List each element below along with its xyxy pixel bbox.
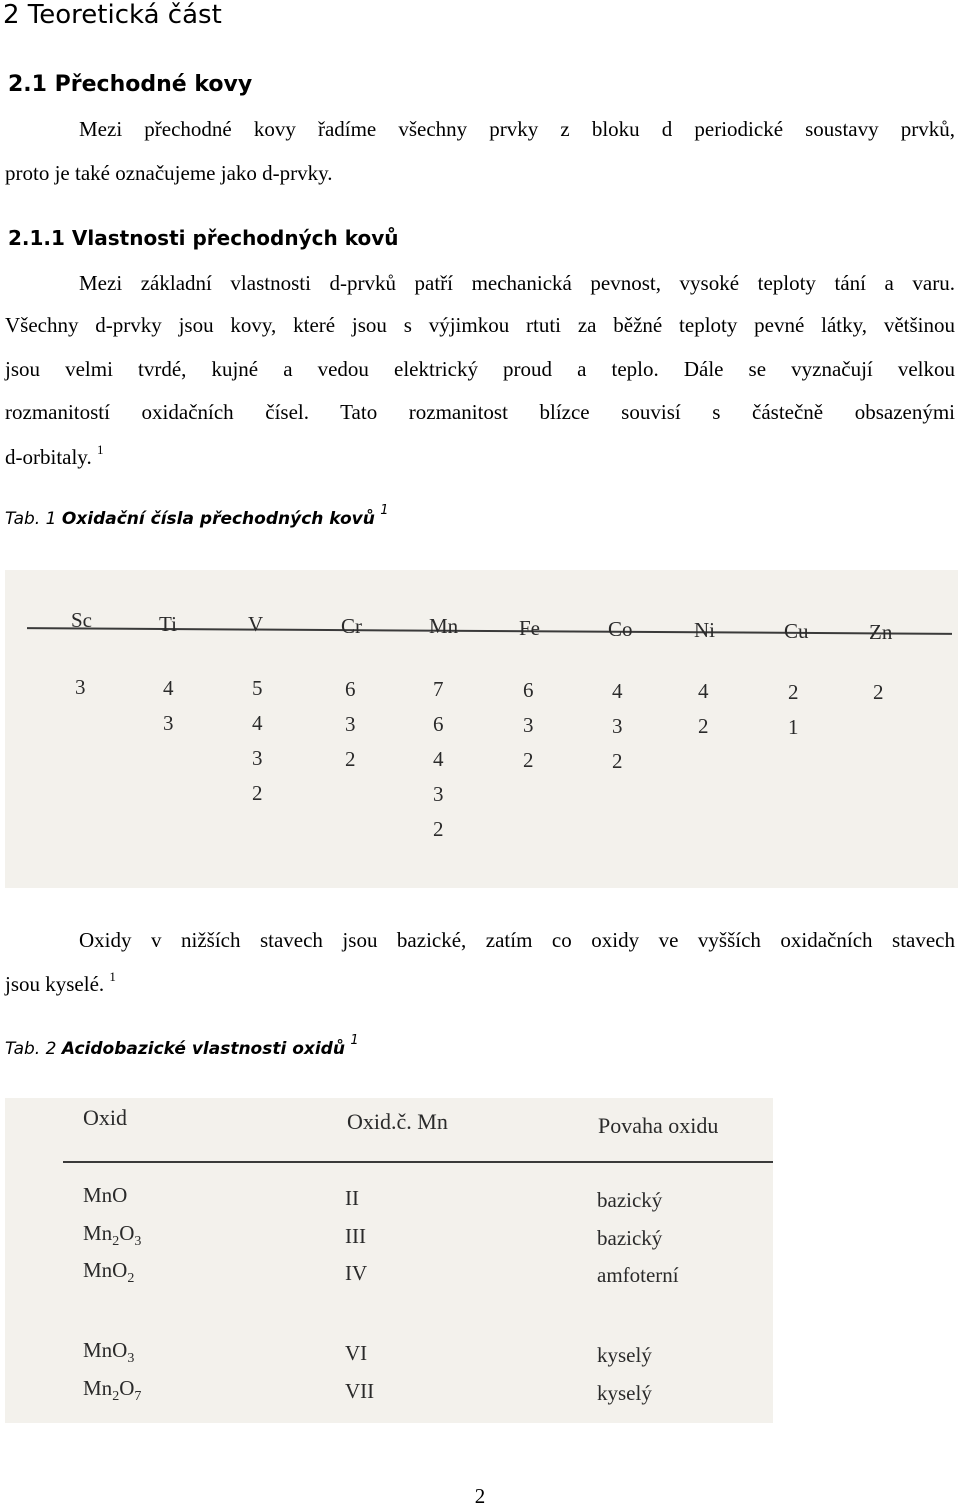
intro-line-2: proto je také označujeme jako d-prvky.	[5, 161, 333, 185]
table1-header-mn: Mn	[429, 614, 459, 638]
table1-cell: 2	[873, 680, 884, 705]
table2-oxide	[83, 1376, 141, 1405]
table1-cell: 6	[345, 676, 356, 701]
table1-cell: 3	[345, 711, 356, 736]
table2-oxidation-number: II	[345, 1186, 359, 1210]
table2-oxide	[83, 1183, 127, 1208]
properties-line-5-text: d-orbitaly.	[5, 445, 92, 469]
table1-cell: 2	[433, 817, 444, 842]
table1-header-zn: Zn	[869, 620, 893, 644]
subsubsection-heading: 2.1.1 Vlastnosti přechodných kovů	[8, 226, 399, 250]
table2-oxide	[83, 1258, 134, 1287]
table1-cell: 3	[252, 746, 263, 771]
subsection-heading: 2.1 Přechodné kovy	[8, 72, 253, 97]
oxide-formula-base: Mn	[83, 1376, 113, 1400]
table1-cell: 5	[252, 676, 263, 701]
intro-line-1: Mezi přechodné kovy řadíme všechny prvky z bloku d periodické soustavy prvků,	[79, 117, 955, 141]
oxide-formula-base: MnO	[83, 1338, 128, 1362]
oxide-subscript: 3	[127, 1351, 135, 1367]
table2-oxidation-number: VI	[345, 1341, 368, 1365]
table1-cell: 4	[252, 711, 263, 736]
table2-oxide	[83, 1221, 141, 1250]
table1-cell: 2	[345, 746, 356, 771]
table2-caption-title: Acidobazické vlastnosti oxidů	[61, 1039, 345, 1059]
table1-cell: 3	[612, 713, 623, 738]
table1-cell: 2	[523, 748, 534, 772]
table1-cell: 7	[433, 677, 444, 702]
table2-header-ox-number: Oxid.č. Mn	[347, 1109, 448, 1134]
table2-oxidation-number: IV	[345, 1261, 368, 1285]
oxide-subscript: 2	[127, 1271, 135, 1287]
table1-caption-title: Oxidační čísla přechodných kovů	[61, 509, 375, 529]
properties-line-1: Mezi základní vlastnosti d-prvků patří mechanická pevnost, vysoké teploty tání a varu.	[79, 271, 955, 295]
table1-caption-ref: 1	[380, 503, 389, 518]
table2-oxidation-number: VII	[345, 1379, 375, 1403]
table1-cell: 3	[433, 782, 444, 807]
oxides-line-2-text: jsou kyselé.	[5, 972, 105, 996]
table2-caption-prefix: Tab. 2	[5, 1039, 57, 1059]
table1-cell: 6	[523, 678, 534, 702]
table1-header-fe: Fe	[519, 616, 540, 640]
table1-cell: 6	[433, 712, 444, 737]
properties-line-3: jsou velmi tvrdé, kujné a vedou elektrický proud a teplo. Dále se vyznačují velkou	[5, 357, 955, 381]
table1-cell: 3	[523, 713, 534, 737]
table1-cell: 2	[252, 781, 263, 806]
table1-cell: 3	[75, 675, 86, 699]
properties-line-5	[5, 442, 104, 470]
oxides-line-2	[5, 969, 116, 997]
table2-scan	[5, 1098, 773, 1423]
properties-line-2: Všechny d-prvky jsou kovy, které jsou s výjimkou rtuti za běžné teploty pevné látky, většinou	[5, 313, 955, 337]
table1-header-sc: Sc	[71, 608, 92, 632]
citation-ref: 1	[96, 442, 104, 457]
table2-oxide	[83, 1338, 134, 1367]
table1-caption-prefix: Tab. 1	[5, 509, 57, 529]
oxide-formula-base: MnO	[83, 1258, 128, 1282]
table1-header-co: Co	[608, 617, 633, 641]
table2-oxidation-number: III	[345, 1224, 366, 1248]
table2-caption-ref: 1	[350, 1033, 359, 1048]
properties-line-4: rozmanitostí oxidačních čísel. Tato rozmanitost blízce souvisí s částečně obsazenými	[5, 400, 955, 424]
table1-cell: 2	[698, 714, 709, 739]
table2-header-nature: Povaha oxidu	[598, 1113, 719, 1138]
table1-cell: 4	[163, 675, 174, 700]
table1-header-cr: Cr	[341, 614, 362, 638]
table2-nature: bazický	[597, 1188, 663, 1212]
table2-header-rule	[63, 1161, 773, 1163]
table1-cell: 4	[612, 678, 623, 703]
table1-header-cu: Cu	[784, 619, 809, 643]
table2-nature: amfoterní	[597, 1263, 679, 1287]
section-heading: 2 Teoretická část	[3, 0, 222, 30]
oxides-line-1: Oxidy v nižších stavech jsou bazické, zatím co oxidy ve vyšších oxidačních stavech	[79, 928, 955, 952]
table2-nature: kyselý	[597, 1343, 652, 1367]
oxide-formula-part: O	[119, 1376, 135, 1400]
table2-caption	[5, 1033, 359, 1059]
table1-cell: 1	[788, 714, 799, 739]
table2-nature: kyselý	[597, 1381, 652, 1405]
oxides-citation-ref: 1	[109, 969, 116, 984]
oxide-subscript: 2	[112, 1234, 120, 1250]
table1-cell: 3	[163, 710, 174, 735]
table2-nature: bazický	[597, 1226, 663, 1250]
oxide-subscript: 2	[112, 1389, 120, 1405]
oxide-subscript: 7	[134, 1389, 142, 1405]
table1-scan	[5, 570, 958, 888]
table1-caption	[5, 503, 389, 529]
oxide-subscript: 3	[134, 1234, 142, 1250]
oxide-formula-base: MnO	[83, 1183, 128, 1207]
table1-header-ti: Ti	[159, 612, 177, 636]
table1-cell: 2	[612, 748, 623, 773]
table1-cell: 4	[433, 747, 444, 772]
table1-cell: 4	[698, 679, 709, 704]
oxide-formula-base: Mn	[83, 1221, 113, 1245]
oxide-formula-part: O	[119, 1221, 135, 1245]
table2-header-oxid: Oxid	[83, 1105, 127, 1130]
page-number: 2	[474, 1484, 486, 1508]
table1-header-ni: Ni	[694, 618, 715, 642]
table1-header-v: V	[248, 612, 264, 636]
table1-cell: 2	[788, 679, 799, 704]
